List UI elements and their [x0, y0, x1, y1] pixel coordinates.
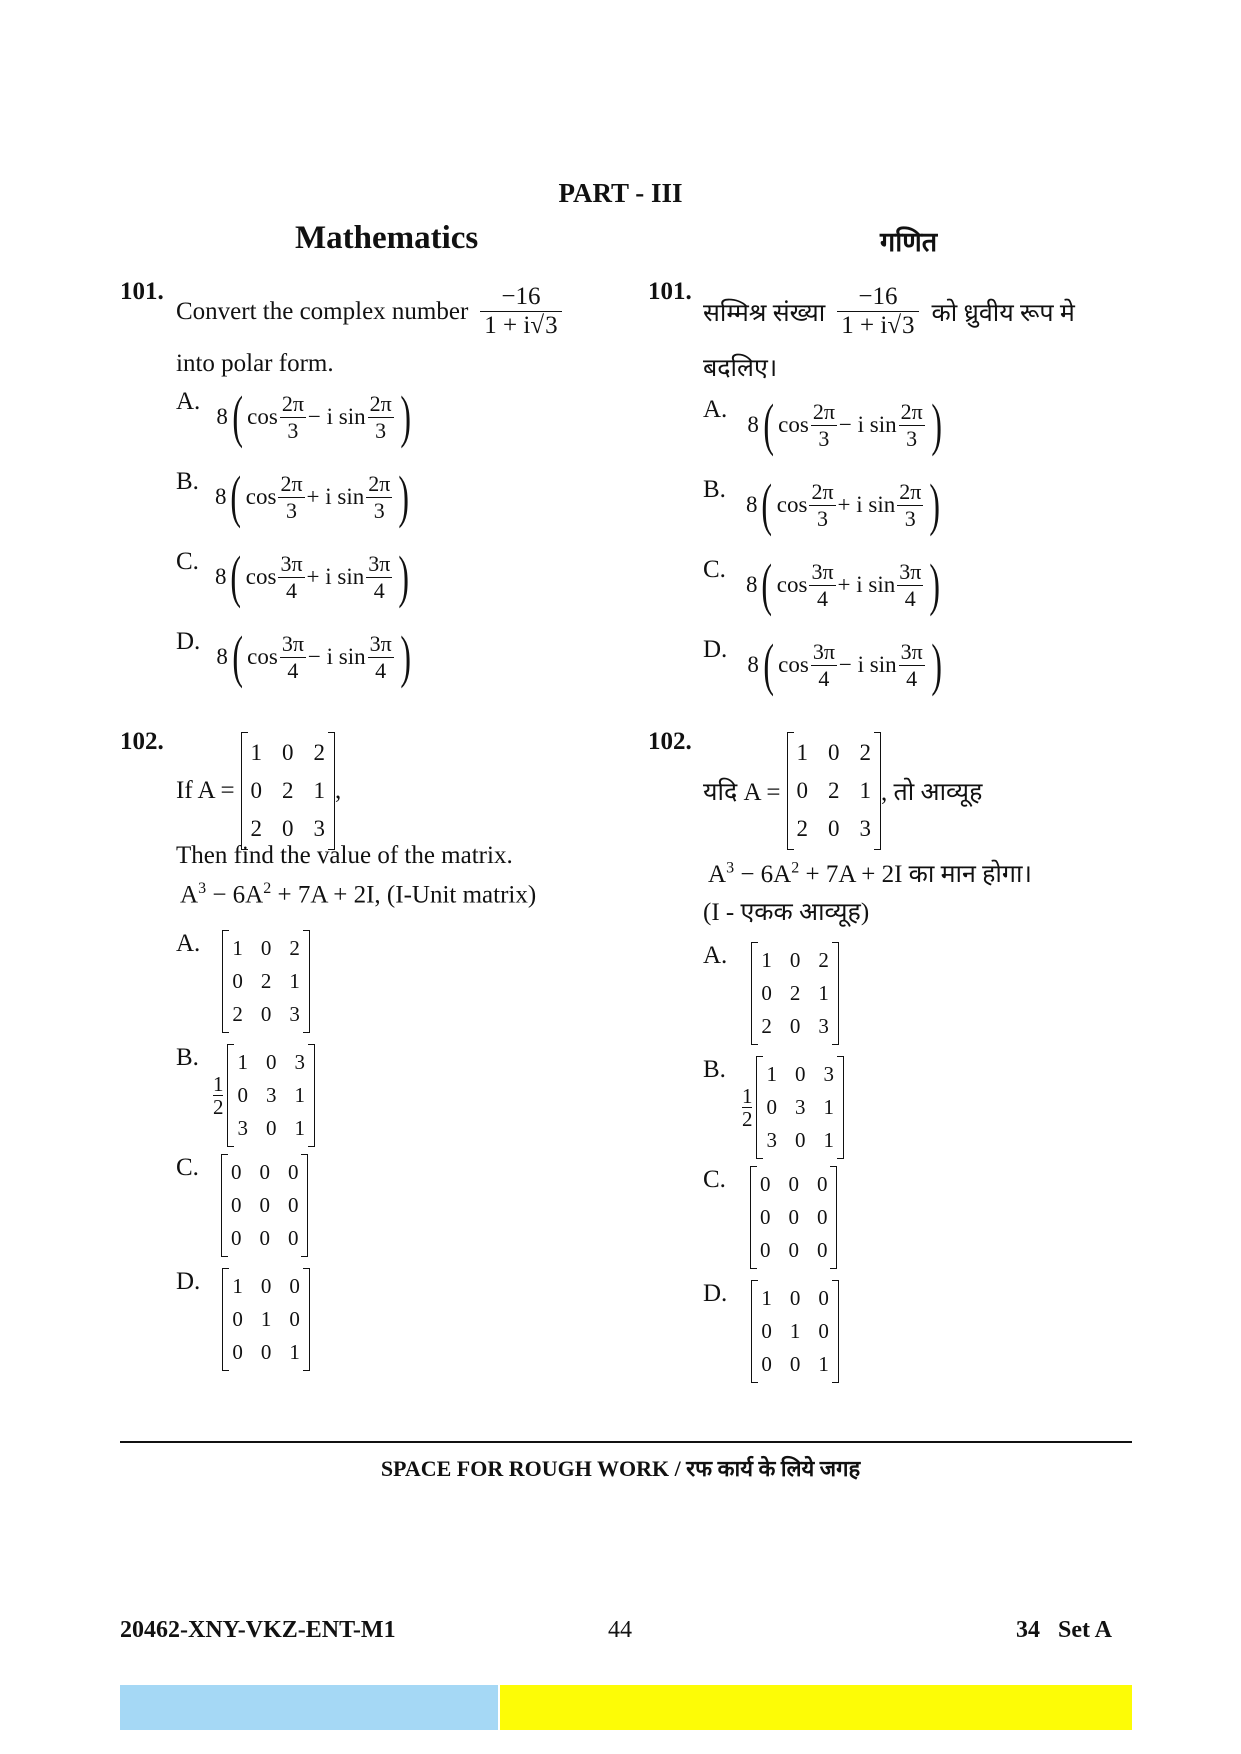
denominator: 4 [280, 657, 306, 684]
denominator: 2 [741, 1107, 753, 1131]
den-part: 1 + i [484, 312, 531, 339]
denominator: 4 [368, 657, 394, 684]
denominator: 4 [278, 577, 304, 604]
matrix-cell: 0 [259, 1193, 270, 1217]
matrix-cell: 1 [766, 1062, 777, 1086]
coefficient: 8 [214, 564, 227, 589]
denominator: 3 [897, 505, 923, 532]
option-matrix [221, 1154, 309, 1257]
matrix-cell: 2 [313, 740, 326, 765]
matrix-cell: 1 [823, 1128, 834, 1152]
polar-expression: 8 ( cos $\frac{3\pi}{4}$ − i sin $\frac{3\pi}{4}$ ) [216, 624, 411, 689]
subject-title-hindi: गणित [880, 227, 938, 257]
matrix-cell: 3 [766, 1128, 777, 1152]
fraction-numerator: −16 [858, 283, 898, 310]
option-label: C. [176, 1154, 199, 1181]
denominator: 4 [366, 577, 392, 604]
option-label: D. [176, 1268, 201, 1295]
numerator: 3π [368, 550, 391, 576]
q102-if-text-hi: यदि A = [703, 779, 781, 806]
option-label: D. [176, 628, 201, 655]
operator: − i sin [838, 652, 897, 677]
matrix-cell: 1 [294, 1083, 305, 1107]
q102-option-a-hi[interactable] [703, 942, 839, 1045]
denominator: 3 [809, 505, 835, 532]
matrix-cell: 0 [260, 1002, 272, 1026]
matrix-cell: 1 [761, 1286, 772, 1310]
matrix-cell: 1 [232, 1274, 243, 1298]
matrix-cell: 3 [294, 1050, 305, 1074]
q102-option-c-en[interactable] [176, 1154, 308, 1257]
numerator: 3π [899, 558, 922, 584]
q101-stem-mid-hi: को ध्रुवीय रूप मे [931, 299, 1075, 327]
matrix-cell: 0 [282, 740, 294, 765]
matrix-a [241, 732, 336, 850]
half-fraction [213, 1073, 224, 1118]
matrix-cell: 0 [759, 1172, 771, 1196]
footer-yellow-bar [500, 1685, 1132, 1730]
matrix-cell: 0 [788, 1172, 799, 1196]
matrix-cell: 0 [232, 1307, 243, 1331]
matrix-cell: 0 [237, 1083, 248, 1107]
matrix-cell: 0 [232, 969, 243, 993]
q101-stem-en [176, 283, 565, 340]
q101-fraction [480, 283, 561, 340]
denominator: 3 [278, 497, 304, 524]
option-label: B. [176, 468, 199, 495]
sqrt-value: 3 [902, 312, 915, 339]
polar-expression: 8 ( cos $\frac{2\pi}{3}$ − i sin $\frac{2\pi}{3}$ ) [747, 392, 942, 457]
numerator: 3π [812, 638, 835, 664]
matrix-cell: 0 [818, 1286, 829, 1310]
denominator: 4 [899, 665, 925, 692]
matrix-cell: 3 [794, 1095, 806, 1119]
q101-option-b-en[interactable] [176, 464, 414, 529]
matrix-cell: 3 [818, 1014, 829, 1038]
matrix-cell: 0 [260, 1274, 272, 1298]
cos-text: cos [776, 572, 808, 597]
matrix-cell: 0 [816, 1238, 828, 1262]
part-title: PART - III [558, 178, 683, 208]
half-times-matrix [742, 1056, 844, 1159]
matrix-cell: 3 [289, 1002, 300, 1026]
matrix-cell: 3 [265, 1083, 277, 1107]
option-label: A. [703, 942, 728, 969]
matrix-cell: 0 [287, 1193, 299, 1217]
coefficient: 8 [216, 404, 228, 429]
half-times-matrix [213, 1044, 315, 1147]
matrix-cell: 0 [766, 1095, 777, 1119]
operator: + i sin [306, 564, 365, 589]
paper-code: 20462-XNY-VKZ-ENT-M1 [120, 1617, 396, 1643]
option-label: B. [176, 1044, 199, 1071]
q101-option-c-hi[interactable] [703, 552, 945, 617]
denominator: 4 [811, 665, 837, 692]
den-part: 1 + i [841, 312, 888, 339]
denominator: 3 [368, 417, 394, 444]
exponent: 2 [791, 859, 800, 877]
option-matrix [222, 1268, 310, 1371]
option-label: C. [703, 556, 726, 583]
denominator: 3 [899, 425, 925, 452]
option-label: D. [703, 636, 728, 663]
option-matrix [750, 1166, 838, 1269]
q102-stem-en [176, 732, 341, 850]
q101-stem-text: Convert the complex number [176, 297, 469, 325]
q102-option-d-en[interactable] [176, 1268, 310, 1371]
matrix-cell: 0 [794, 1128, 806, 1152]
matrix-cell: 1 [294, 1116, 305, 1140]
polar-expression: 8 ( cos $\frac{2\pi}{3}$ − i sin $\frac{2\pi}{3}$ ) [216, 384, 411, 449]
matrix-cell: 0 [287, 1160, 299, 1184]
matrix-cell: 0 [259, 1226, 270, 1250]
option-label: C. [703, 1166, 726, 1193]
q101-option-b-hi[interactable] [703, 472, 945, 537]
option-label: A. [176, 930, 201, 957]
option-label: B. [703, 1056, 726, 1083]
q101-fraction-hi [837, 283, 918, 340]
subject-title-english: Mathematics [295, 220, 479, 256]
matrix-cell: 0 [761, 981, 772, 1005]
expr-part: − 6A [206, 881, 264, 909]
numerator: 3π [369, 630, 392, 656]
denominator: 3 [366, 497, 392, 524]
matrix-cell: 0 [761, 1352, 772, 1376]
matrix-cell: 0 [789, 1352, 801, 1376]
coefficient: 8 [216, 644, 228, 669]
matrix-cell: 1 [761, 948, 772, 972]
exponent: 3 [198, 880, 207, 897]
option-label: D. [703, 1280, 728, 1307]
q102-option-c-hi[interactable] [703, 1166, 837, 1269]
expr-part: + 7A + 2I का मान होगा। [799, 861, 1032, 888]
matrix-cell: 2 [282, 778, 294, 803]
option-matrix [751, 942, 839, 1045]
numerator: 3π [900, 638, 923, 664]
numerator: 2π [368, 470, 391, 496]
denominator: 4 [809, 585, 835, 612]
matrix-cell: 1 [859, 778, 872, 803]
q101-option-d-en[interactable] [176, 624, 415, 689]
option-matrix [227, 1044, 315, 1147]
cos-text: cos [245, 484, 277, 509]
matrix-cell: 3 [823, 1062, 834, 1086]
q101-option-a-en[interactable] [176, 384, 415, 449]
matrix-cell: 2 [789, 981, 801, 1005]
option-matrix [756, 1056, 844, 1159]
matrix-a-hi [787, 732, 882, 850]
matrix-cell: 0 [828, 816, 840, 841]
option-label: A. [176, 388, 201, 415]
q102-number-en: 102. [120, 728, 164, 755]
matrix-cell: 2 [859, 740, 872, 765]
matrix-cell: 0 [282, 816, 294, 841]
option-matrix [751, 1280, 839, 1383]
coefficient: 8 [747, 652, 759, 677]
footer-blue-bar [120, 1685, 498, 1730]
page-number: 44 [608, 1617, 632, 1643]
q102-if-text: If A = [176, 777, 235, 804]
numerator: 1 [212, 1072, 224, 1096]
option-matrix [222, 930, 310, 1033]
operator: − i sin [307, 404, 366, 429]
matrix-cell: 3 [313, 816, 326, 841]
expr-part: − 6A [734, 861, 792, 888]
matrix-cell: 0 [260, 936, 272, 960]
matrix-cell: 2 [232, 1002, 243, 1026]
numerator: 2π [900, 398, 923, 424]
fraction-denominator: 1 + i√3 [837, 311, 918, 340]
matrix-cell: 1 [796, 740, 809, 765]
q102-unit-hi: (I - एकक आव्यूह) [703, 899, 870, 926]
fraction-numerator: −16 [501, 283, 541, 310]
q101-option-a-hi[interactable] [703, 392, 946, 457]
fraction-denominator: 1 + i√3 [480, 311, 561, 340]
q101-stem-end-hi: बदलिए। [703, 355, 778, 382]
matrix-cell: 1 [313, 778, 326, 803]
operator: + i sin [837, 572, 896, 597]
matrix-cell: 2 [260, 969, 272, 993]
q101-stem-hi [703, 283, 1075, 340]
matrix-cell: 1 [818, 981, 829, 1005]
polar-expression: 8 ( cos $\frac{3\pi}{4}$ + i sin $\frac{3\pi}{4}$ ) [745, 552, 941, 617]
comma: , [335, 777, 342, 804]
denominator: 2 [212, 1095, 224, 1119]
q102-number-hi: 102. [648, 728, 692, 755]
matrix-cell: 0 [818, 1319, 829, 1343]
numerator: 2π [280, 470, 303, 496]
cos-text: cos [776, 492, 808, 517]
numerator: 2π [812, 398, 835, 424]
matrix-cell: 0 [260, 1340, 272, 1364]
matrix-cell: 0 [759, 1238, 771, 1262]
coefficient: 8 [745, 572, 758, 597]
q101-stem-text-hi: सम्मिश्र संख्या [703, 299, 826, 327]
numerator: 3π [281, 630, 304, 656]
matrix-cell: 1 [250, 740, 263, 765]
q102-option-b-hi[interactable] [703, 1056, 844, 1159]
cos-text: cos [247, 404, 278, 429]
matrix-cell: 0 [230, 1160, 242, 1184]
matrix-cell: 0 [816, 1172, 828, 1196]
numerator: 2π [369, 390, 392, 416]
matrix-cell: 0 [788, 1205, 799, 1229]
operator: − i sin [838, 412, 897, 437]
expr-part: A [180, 881, 199, 909]
matrix-cell: 1 [823, 1095, 834, 1119]
q102-option-b-en[interactable] [176, 1044, 315, 1147]
q101-option-c-en[interactable] [176, 544, 414, 609]
q102-then-en: Then find the value of the matrix. [176, 842, 513, 869]
denominator: 3 [280, 417, 306, 444]
matrix-cell: 0 [230, 1226, 242, 1250]
q102-option-d-hi[interactable] [703, 1280, 839, 1383]
q101-number-en: 101. [120, 278, 164, 305]
q101-number-hi: 101. [648, 278, 692, 305]
polar-expression: 8 ( cos $\frac{2\pi}{3}$ + i sin $\frac{2\pi}{3}$ ) [745, 472, 941, 537]
matrix-cell: 2 [818, 948, 829, 972]
set-label: 34 Set A [1016, 1617, 1112, 1643]
q101-stem-end-en: into polar form. [176, 350, 334, 377]
matrix-cell: 0 [230, 1193, 242, 1217]
matrix-cell: 1 [789, 1319, 801, 1343]
operator: + i sin [306, 484, 365, 509]
matrix-cell: 0 [232, 1340, 243, 1364]
numerator: 2π [281, 390, 304, 416]
matrix-cell: 3 [237, 1116, 248, 1140]
matrix-cell: 0 [794, 1062, 806, 1086]
exponent: 3 [726, 859, 735, 877]
matrix-cell: 0 [816, 1205, 828, 1229]
q102-option-a-en[interactable] [176, 930, 310, 1033]
numerator: 3π [811, 558, 834, 584]
option-label: B. [703, 476, 726, 503]
coefficient: 8 [745, 492, 758, 517]
numerator: 1 [741, 1084, 753, 1108]
matrix-cell: 1 [260, 1307, 272, 1331]
matrix-cell: 0 [761, 1319, 772, 1343]
matrix-cell: 0 [250, 778, 263, 803]
option-label: A. [703, 396, 728, 423]
matrix-cell: 3 [859, 816, 872, 841]
matrix-cell: 0 [788, 1238, 799, 1262]
matrix-cell: 0 [828, 740, 840, 765]
q101-option-d-hi[interactable] [703, 632, 946, 697]
matrix-cell: 0 [265, 1050, 277, 1074]
matrix-cell: 2 [828, 778, 840, 803]
sqrt-value: 3 [545, 312, 558, 339]
half-fraction [742, 1085, 753, 1130]
matrix-cell: 0 [287, 1226, 299, 1250]
matrix-cell: 0 [796, 778, 809, 803]
matrix-cell: 1 [232, 936, 243, 960]
numerator: 3π [280, 550, 303, 576]
matrix-cell: 2 [289, 936, 300, 960]
denominator: 3 [811, 425, 837, 452]
cos-text: cos [245, 564, 277, 589]
matrix-cell: 1 [289, 1340, 300, 1364]
matrix-cell: 0 [289, 1307, 300, 1331]
matrix-cell: 1 [289, 969, 300, 993]
coefficient: 8 [747, 412, 759, 437]
q102-after-text-hi: , तो आव्यूह [881, 779, 983, 806]
cos-text: cos [778, 652, 809, 677]
rough-work-divider [120, 1441, 1132, 1443]
matrix-cell: 2 [250, 816, 263, 841]
matrix-cell: 2 [761, 1014, 772, 1038]
numerator: 2π [899, 478, 922, 504]
rough-work-label: SPACE FOR ROUGH WORK / रफ कार्य के लिये जगह [380, 1456, 861, 1481]
denominator: 4 [897, 585, 923, 612]
coefficient: 8 [214, 484, 227, 509]
polar-expression: 8 ( cos $\frac{3\pi}{4}$ + i sin $\frac{3\pi}{4}$ ) [214, 544, 410, 609]
expr-part: A [708, 861, 727, 888]
polar-expression: 8 ( cos $\frac{3\pi}{4}$ − i sin $\frac{3\pi}{4}$ ) [747, 632, 942, 697]
matrix-cell: 0 [789, 1286, 801, 1310]
matrix-cell: 1 [237, 1050, 248, 1074]
expr-part: + 7A + 2I, (I-Unit matrix) [271, 881, 537, 909]
matrix-cell: 0 [289, 1274, 300, 1298]
operator: + i sin [837, 492, 896, 517]
exponent: 2 [263, 880, 272, 897]
numerator: 2π [811, 478, 834, 504]
q102-expression-en [180, 880, 536, 909]
polar-expression: 8 ( cos $\frac{2\pi}{3}$ + i sin $\frac{2\pi}{3}$ ) [214, 464, 410, 529]
matrix-cell: 0 [759, 1205, 771, 1229]
q102-stem-hi [703, 732, 982, 850]
matrix-cell: 0 [265, 1116, 277, 1140]
matrix-cell: 0 [259, 1160, 270, 1184]
matrix-cell: 0 [789, 1014, 801, 1038]
matrix-cell: 0 [789, 948, 801, 972]
cos-text: cos [247, 644, 278, 669]
matrix-cell: 1 [818, 1352, 829, 1376]
matrix-cell: 2 [796, 816, 809, 841]
q102-expression-hi [708, 856, 1032, 890]
option-label: C. [176, 548, 199, 575]
operator: − i sin [307, 644, 366, 669]
cos-text: cos [778, 412, 809, 437]
